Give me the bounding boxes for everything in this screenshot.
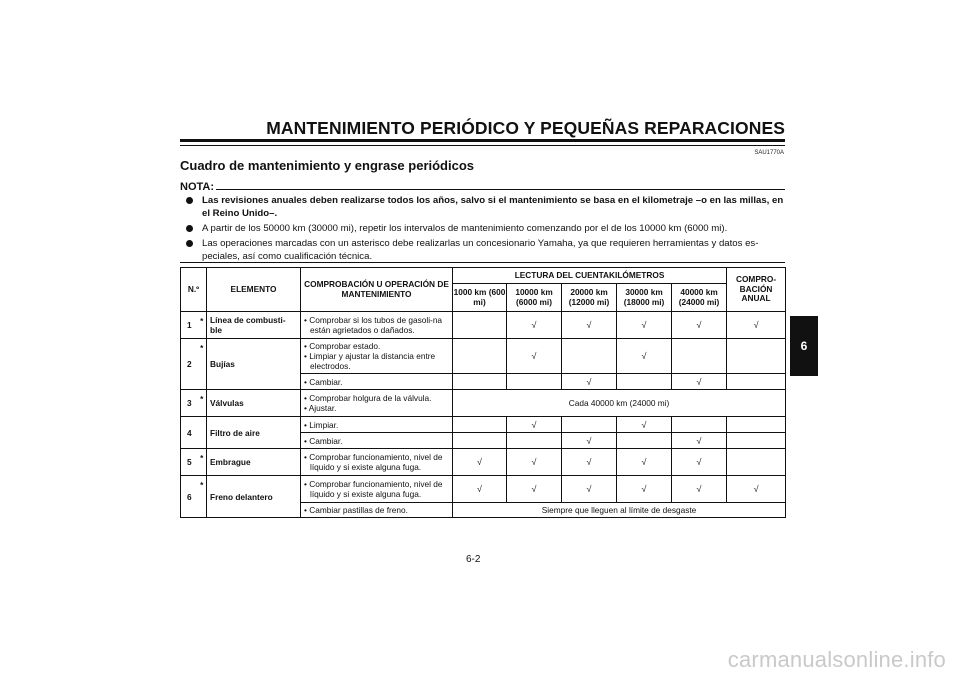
check-mark-icon: √ [562,374,617,390]
check-cell [727,433,786,449]
row-number: 6 [181,476,198,518]
check-mark-icon: √ [672,312,727,339]
asterisk-mark: * [198,476,207,518]
bullet-icon [186,197,193,204]
check-mark-icon: √ [562,312,617,339]
title-rule-thick [180,139,785,142]
asterisk-mark: * [198,390,207,417]
check-cell [453,339,507,374]
bullet-icon [186,225,193,232]
row-number: 5 [181,449,198,476]
row-element: Línea de combusti-ble [207,312,301,339]
row-element: Freno delantero [207,476,301,518]
row-operation: • Comprobar estado. • Limpiar y ajustar la distancia entre electrodos. [301,339,453,374]
check-cell [507,374,562,390]
check-cell [453,374,507,390]
section-heading: Cuadro de mantenimiento y engrase periódicos [180,158,475,173]
table-row [181,449,786,476]
check-mark-icon: √ [617,476,672,503]
header-interval: 30000 km (18000 mi) [617,284,672,312]
check-cell [727,417,786,433]
check-mark-icon: √ [507,476,562,503]
row-number: 4 [181,417,198,449]
check-cell [672,417,727,433]
check-cell [562,339,617,374]
row-operation: • Comprobar funcionamiento, nivel de líquido y si existe alguna fuga. [301,449,453,476]
check-mark-icon: √ [507,449,562,476]
check-mark-icon: √ [727,312,786,339]
note-end-rule [180,262,785,263]
check-mark-icon: √ [672,449,727,476]
check-cell [453,312,507,339]
check-mark-icon: √ [507,417,562,433]
check-mark-icon: √ [617,417,672,433]
check-mark-icon: √ [672,476,727,503]
row-operation: • Limpiar. [301,417,453,433]
row-number: 1 [181,312,198,339]
check-mark-icon: √ [617,339,672,374]
row-operation: • Cambiar. [301,374,453,390]
row-operation: • Comprobar funcionamiento, nivel de líquido y si existe alguna fuga. [301,476,453,503]
header-interval: 40000 km (24000 mi) [672,284,727,312]
check-mark-icon: √ [617,449,672,476]
header-odometer: LECTURA DEL CUENTAKILÓMETROS [453,268,727,284]
row-operation: • Cambiar. [301,433,453,449]
note-item: Las revisiones anuales deben realizarse todos los años, salvo si el mantenimiento se basa en el kilometraje –o en las millas, en el Reino Unido–. [186,194,786,220]
check-cell [507,433,562,449]
row-element: Filtro de aire [207,417,301,449]
table-row [181,476,786,503]
row-operation: • Comprobar si los tubos de gasoli-na están agrietados o dañados. [301,312,453,339]
check-mark-icon: √ [562,476,617,503]
check-mark-icon: √ [562,449,617,476]
check-cell [453,417,507,433]
table-row [181,312,786,339]
header-element: ELEMENTO [207,268,301,312]
row-element: Válvulas [207,390,301,417]
table-row [181,339,786,374]
page-number: 6-2 [466,554,481,565]
asterisk-mark: * [198,339,207,390]
check-cell [617,374,672,390]
check-mark-icon: √ [672,433,727,449]
header-interval: 10000 km (6000 mi) [507,284,562,312]
check-cell [727,449,786,476]
check-cell [562,417,617,433]
maintenance-table [180,267,786,518]
chapter-tab: 6 [790,316,818,376]
check-mark-icon: √ [672,374,727,390]
table-row [181,417,786,433]
check-mark-icon: √ [562,433,617,449]
check-mark-icon: √ [507,312,562,339]
header-interval: 20000 km (12000 mi) [562,284,617,312]
check-mark-icon: √ [453,449,507,476]
note-item: Las operaciones marcadas con un asterisco debe realizarlas un concesionario Yamaha, ya que requieren herramientas y datos es-peciales, así como cualificación técnica. [186,237,786,263]
check-cell [727,374,786,390]
interval-span-cell: Cada 40000 km (24000 mi) [453,390,786,417]
check-cell [617,433,672,449]
note-list [186,194,786,265]
header-operation: COMPROBACIÓN U OPERACIÓN DE MANTENIMIENTO [301,268,453,312]
check-mark-icon: √ [617,312,672,339]
row-element: Bujías [207,339,301,390]
row-number: 2 [181,339,198,390]
title-rule-thin [180,145,785,146]
page-title: MANTENIMIENTO PERIÓDICO Y PEQUEÑAS REPARACIONES [266,118,785,138]
table-row [181,390,786,417]
asterisk-mark: * [198,312,207,339]
note-item: A partir de los 50000 km (30000 mi), repetir los intervalos de mantenimiento comenzando por el de los 10000 km (6000 mi). [186,222,786,235]
header-annual: COMPRO-BACIÓN ANUAL [727,268,786,312]
watermark: carmanualsonline.info [727,647,946,672]
check-mark-icon: √ [507,339,562,374]
row-element: Embrague [207,449,301,476]
document-code: SAU1770A [754,150,784,156]
asterisk-mark: * [198,449,207,476]
bullet-icon [186,240,193,247]
row-operation: • Comprobar holgura de la válvula. • Ajustar. [301,390,453,417]
note-divider [216,189,785,190]
check-cell [727,339,786,374]
header-interval: 1000 km (600 mi) [453,284,507,312]
check-cell [672,339,727,374]
row-operation: • Cambiar pastillas de freno. [301,503,453,518]
check-cell [453,433,507,449]
asterisk-mark [198,417,207,449]
header-num: N.º [181,268,207,312]
check-mark-icon: √ [727,476,786,503]
check-mark-icon: √ [453,476,507,503]
note-label: NOTA: [180,181,215,193]
interval-span-cell: Siempre que lleguen al límite de desgaste [453,503,786,518]
row-number: 3 [181,390,198,417]
